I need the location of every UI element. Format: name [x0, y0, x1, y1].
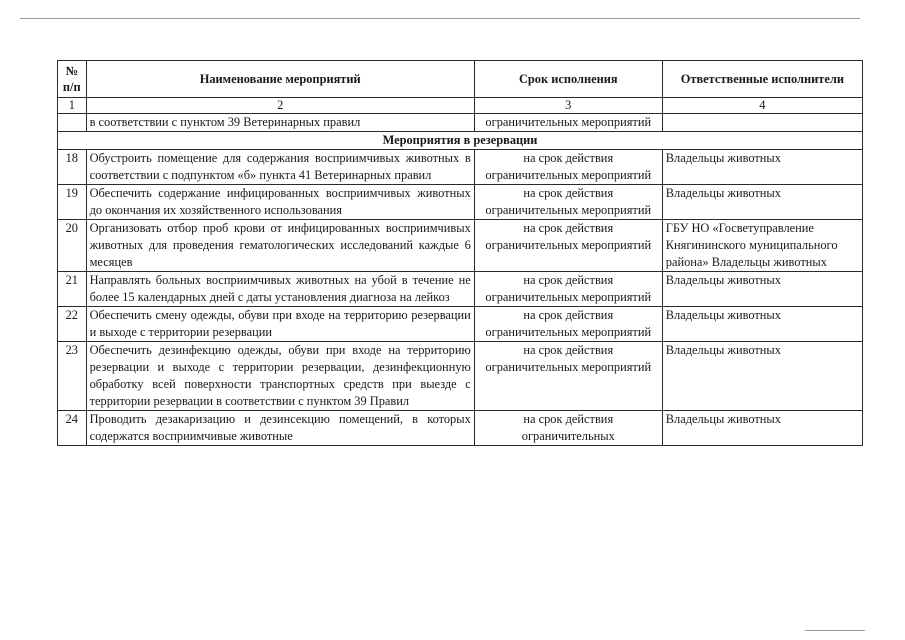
table-row	[58, 307, 863, 342]
header-num: № п/п	[58, 61, 87, 98]
row-number: 20	[58, 220, 87, 272]
measure-responsible	[662, 114, 862, 132]
header-term: Срок исполнения	[474, 61, 662, 98]
table-row	[58, 185, 863, 220]
column-index-row	[58, 98, 863, 114]
measure-responsible: ГБУ НО «Госветуправление Княгининского муниципального района» Владельцы животных	[662, 220, 862, 272]
table-row	[58, 411, 863, 446]
row-number: 24	[58, 411, 87, 446]
section-title: Мероприятия в резервации	[58, 132, 863, 150]
measure-name: Обеспечить содержание инфицированных восприимчивых животных до окончания их хозяйственного использования	[86, 185, 474, 220]
table-header-row	[58, 61, 863, 98]
table-row	[58, 220, 863, 272]
table-row	[58, 114, 863, 132]
measure-term: ограничительных мероприятий	[474, 114, 662, 132]
row-number: 22	[58, 307, 87, 342]
measure-term: на срок действия ограничительных	[474, 411, 662, 446]
table-row	[58, 150, 863, 185]
section-row	[58, 132, 863, 150]
measure-term: на срок действия ограничительных мероприятий	[474, 307, 662, 342]
header-responsible: Ответственные исполнители	[662, 61, 862, 98]
column-index: 3	[474, 98, 662, 114]
measure-name: Проводить дезакаризацию и дезинсекцию помещений, в которых содержатся восприимчивые животные	[86, 411, 474, 446]
column-index: 4	[662, 98, 862, 114]
measure-responsible: Владельцы животных	[662, 411, 862, 446]
table-row	[58, 272, 863, 307]
column-index: 2	[86, 98, 474, 114]
measure-name: Обеспечить смену одежды, обуви при входе на территорию резервации и выходе с территории резервации	[86, 307, 474, 342]
measure-responsible: Владельцы животных	[662, 185, 862, 220]
scan-artifact-line	[805, 630, 865, 631]
measure-term: на срок действия ограничительных мероприятий	[474, 342, 662, 411]
row-number: 18	[58, 150, 87, 185]
row-number: 19	[58, 185, 87, 220]
measure-term: на срок действия ограничительных мероприятий	[474, 185, 662, 220]
scan-artifact-line	[20, 18, 860, 19]
measure-term: на срок действия ограничительных мероприятий	[474, 272, 662, 307]
row-number: 23	[58, 342, 87, 411]
row-number: 21	[58, 272, 87, 307]
column-index: 1	[58, 98, 87, 114]
measure-responsible: Владельцы животных	[662, 272, 862, 307]
measure-term: на срок действия ограничительных мероприятий	[474, 220, 662, 272]
table-row	[58, 342, 863, 411]
measure-responsible: Владельцы животных	[662, 150, 862, 185]
measure-name: Направлять больных восприимчивых животных на убой в течение не более 15 календарных дней с даты установления диагноза на лейкоз	[86, 272, 474, 307]
measure-term: на срок действия ограничительных мероприятий	[474, 150, 662, 185]
measures-table	[57, 60, 863, 446]
header-name: Наименование мероприятий	[86, 61, 474, 98]
row-number	[58, 114, 87, 132]
measure-name: Обустроить помещение для содержания восприимчивых животных в соответствии с подпунктом «б» пункта 41 Ветеринарных правил	[86, 150, 474, 185]
measure-responsible: Владельцы животных	[662, 342, 862, 411]
measure-name: Обеспечить дезинфекцию одежды, обуви при входе на территорию резервации и выходе с территории резервации, дезинфекционную обработку всей поверхности транспортных средств при выезде с территории резервации в соответствии с пунктом 39 Правил	[86, 342, 474, 411]
measure-name: в соответствии с пунктом 39 Ветеринарных правил	[86, 114, 474, 132]
measure-responsible: Владельцы животных	[662, 307, 862, 342]
measure-name: Организовать отбор проб крови от инфицированных восприимчивых животных для проведения гематологических исследований каждые 6 месяцев	[86, 220, 474, 272]
